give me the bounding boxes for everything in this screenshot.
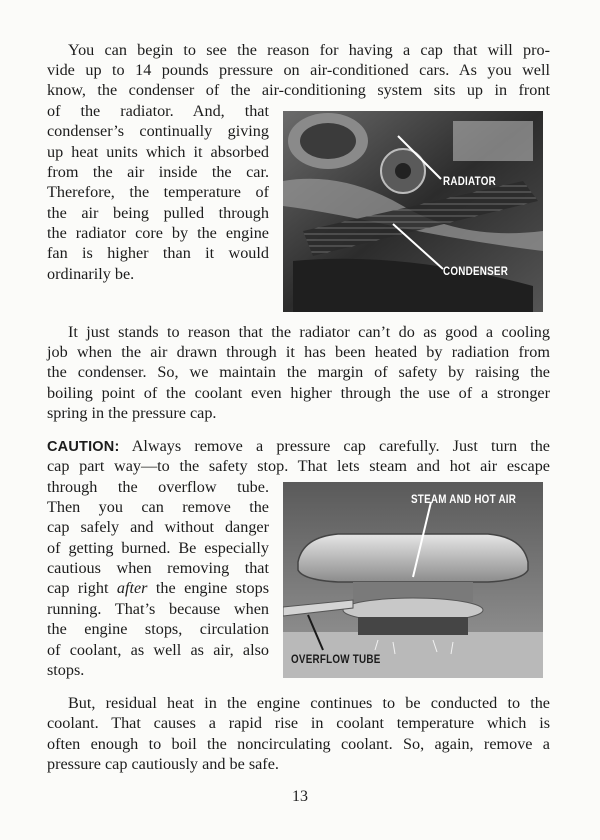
paragraph-4-line-2: coolant. That causes a rapid rise in coolant temperature which is [47,714,550,732]
paragraph-1-line-3: know, the condenser of the air-conditioning system sits up in front [47,81,550,99]
paragraph-3-line-7: cautious when removing that [47,559,269,577]
paragraph-3-line-5: cap safely and without danger [47,518,269,536]
pressure-cap-photo [283,482,543,678]
paragraph-4-line-1: But, residual heat in the engine continues to be conducted to the [68,694,550,712]
paragraph-3-line-9: running. That’s because when [47,600,269,618]
caution-text-start: Always remove a pressure cap carefully. Just turn the [119,437,550,455]
caution-label: CAUTION: [47,439,120,455]
paragraph-3-line-10: the engine stops, circulation [47,620,269,638]
paragraph-2-line-5: spring in the pressure cap. [47,404,217,422]
paragraph-2-line-2: job when the air drawn through it has been heated by radiation from [47,343,550,361]
paragraph-1-line-1: You can begin to see the reason for having a cap that will pro- [68,41,550,59]
engine-compartment-illustration [283,111,543,312]
paragraph-1-line-4: of the radiator. And, that [47,102,269,120]
paragraph-2-line-1: It just stands to reason that the radiator can’t do as good a cooling [68,323,550,341]
paragraph-1-line-2: vide up to 14 pounds pressure on air-conditioned cars. As you well [47,61,550,79]
paragraph-3-line-8 [47,578,269,598]
paragraph-1-line-12: ordinarily be. [47,265,135,283]
steam-hot-air-label: STEAM AND HOT AIR [411,492,517,506]
overflow-tube-label: OVERFLOW TUBE [291,652,381,666]
paragraph-3-line-11: of coolant, as well as air, also [47,641,269,659]
paragraph-2-line-3: the condenser. So, we maintain the margin of safety by raising the [47,363,550,381]
paragraph-2-line-4: boiling point of the coolant even higher through the use of a stronger [47,384,550,402]
paragraph-3-line-4: Then you can remove the [47,498,269,516]
cap-right-text: cap right [47,579,109,597]
paragraph-1-line-10: the radiator core by the engine [47,224,269,242]
paragraph-4-line-3: often enough to boil the noncirculating coolant. So, again, remove a [47,735,550,753]
paragraph-1-line-6: up heat units which it absorbed [47,143,269,161]
paragraph-3-line-12: stops. [47,661,85,679]
paragraph-3-line-6: of getting burned. Be especially [47,539,269,557]
paragraph-1-line-11: fan is higher than it would [47,244,269,262]
paragraph-1-line-8: Therefore, the temperature of [47,183,269,201]
after-emphasis: after [116,579,148,597]
paragraph-4-line-4: pressure cap cautiously and be safe. [47,755,279,773]
paragraph-3-line-2: cap part way—to the safety stop. That lets steam and hot air escape [47,457,550,475]
paragraph-1-line-7: from the air inside the car. [47,163,269,181]
engine-compartment-photo [283,111,543,312]
page-number: 13 [292,788,308,805]
pressure-cap-illustration [283,482,543,678]
engine-stops-text: the engine stops [155,579,269,597]
condenser-label: CONDENSER [443,264,509,278]
paragraph-1-line-5: condenser’s continually giving [47,122,269,140]
radiator-label: RADIATOR [443,174,496,188]
paragraph-3-line-3: through the overflow tube. [47,478,269,496]
paragraph-3-line-1 [47,436,550,457]
paragraph-1-line-9: the air being pulled through [47,204,269,222]
